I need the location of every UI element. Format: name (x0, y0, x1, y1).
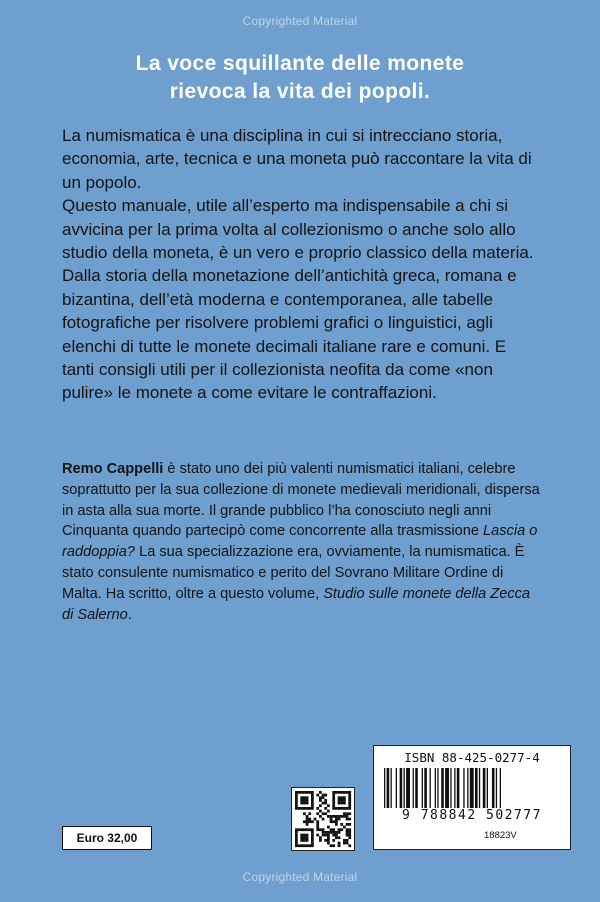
author-bio (62, 459, 542, 625)
author-bio-text-2: La sua specializzazione era, ovviamente, la numismatica. È stato consulente numismatico e perito del Sovrano Militare Ordine di Malta. Ha scritto, oltre a questo volume, (62, 544, 525, 602)
price-label: Euro 32,00 (62, 826, 152, 850)
copyright-watermark-bottom: Copyrighted Material (242, 870, 358, 884)
author-bio-text-1: è stato uno dei più valenti numismatici italiani, celebre soprattutto per la sua collezione di monete medievali meridionali, dispersa in asta alla sua morte. Il grande pubblico l’ha conosciuto negli anni Cinquanta quando partecipò come concorrente alla trasmissione (62, 461, 540, 540)
product-code: 18823V (484, 830, 517, 841)
tagline-line-2: rievoca la vita dei popoli. (169, 80, 431, 103)
tv-show-title: Lascia o raddoppia? (62, 523, 538, 561)
author-name: Remo Cappelli (62, 461, 164, 477)
isbn-number: ISBN 88-425-0277-4 (404, 750, 540, 765)
back-cover-tagline (60, 50, 540, 106)
other-book-title: Studio sulle monete della Zecca di Salerno (62, 585, 531, 623)
description-paragraph-2: Questo manuale, utile all’esperto ma indispensabile a chi si avvicina per la prima volta al collezionismo o anche solo allo studio della moneta, è un vero e proprio classico della materia. Dalla storia della monetazione dell’antichità greca, romana e bizantina, dell’età moderna e contemporanea, alle tabelle fotografiche per risolvere problemi grafici o linguistici, agli elenchi di tutte le monete decimali italiane rare e comuni. E tanti consigli utili per il collezionista neofita da come «non pulire» le monete a come evitare le contraffazioni. (62, 196, 534, 403)
book-description (62, 124, 542, 405)
description-paragraph-1: La numismatica è una disciplina in cui si intrecciano storia, economia, arte, tecnica e una moneta può raccontare la vita di un popolo. (62, 126, 532, 192)
qr-code-icon (291, 787, 355, 851)
isbn-barcode (373, 745, 571, 850)
tagline-line-1: La voce squillante delle monete (135, 52, 465, 75)
copyright-watermark-top: Copyrighted Material (242, 14, 358, 28)
barcode-bars-icon (382, 768, 562, 808)
author-bio-text-3: . (127, 606, 132, 623)
ean-number: 9 788842 502777 (402, 808, 542, 823)
